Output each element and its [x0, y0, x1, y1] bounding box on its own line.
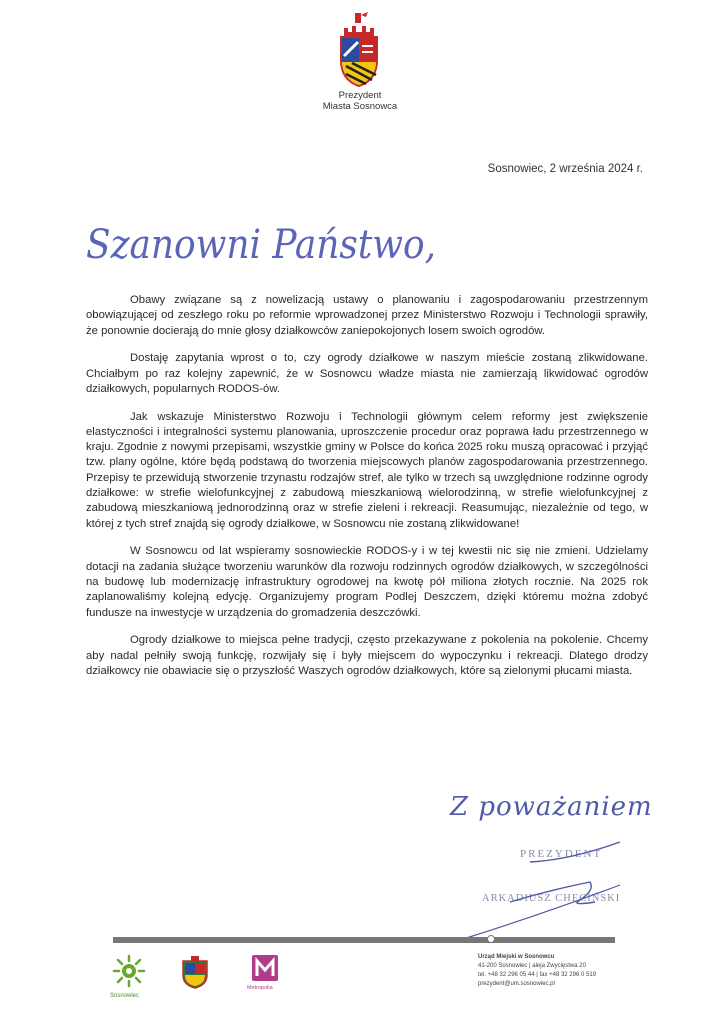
letter-body — [86, 293, 648, 691]
office-line-1: Prezydent — [338, 90, 382, 101]
metropolia-logo-icon — [252, 955, 278, 985]
metropolia-logo-label: Metropolia — [247, 985, 273, 991]
sosnowiec-sun-logo-icon — [112, 954, 146, 994]
signature-scribble-icon — [420, 790, 680, 940]
footer-rule-dot — [487, 935, 495, 943]
salutation — [86, 200, 486, 280]
paragraph-4: W Sosnowcu od lat wspieramy sosnowieckie RODOS-y i w tej kwestii nic się nie zmieni. Udzielamy dotacji na zadania służące tworzeniu warunków dla rozwoju rodzinnych ogrodów działkowych, w szczególności na budowę lub modernizację infrastruktury ogrodowej na kwotę pół miliona złotych rocznie. Na 2025 rok zaplanowaliśmy kolejną edycję. Organizujemy program Podlej Deszczem, dzięki któremu można zdobyć fundusze na inwestycje w urządzenia do gromadzenia deszczówki. — [86, 545, 648, 619]
contact-address: 41-200 Sosnowiec | aleja Zwycięstwa 20 — [478, 963, 586, 969]
stamp-title: PREZYDENT — [520, 848, 603, 860]
paragraph-1: Obawy związane są z nowelizacją ustawy o planowaniu i zagospodarowaniu przestrzennym obowiązującej od zeszłego roku po reformie wprowadzonej przez Ministerstwo Rozwoju i Technologii sprawiły, że ponownie docierają do mnie głosy działkowców zaniepokojonych losem swoich ogrodów. — [86, 294, 648, 337]
contact-name: Urząd Miejski w Sosnowcu — [478, 954, 555, 960]
closing-handwriting: Z poważaniem — [450, 792, 653, 822]
footer-rule — [113, 937, 615, 943]
stamp-name: ARKADIUSZ CHĘCIŃSKI — [482, 893, 621, 904]
paragraph-2: Dostaję zapytania wprost o to, czy ogrody działkowe w naszym mieście zostaną zlikwidowane. Chciałbym po raz kolejny zapewnić, że w Sosnowcu władze miasta nie zamierzają likwidować ogrodów działkowych, popularnych RODOS-ów. — [86, 352, 648, 395]
paragraph-5: Ogrody działkowe to miejsca pełne tradycji, często przekazywane z pokolenia na pokolenie. Chcemy aby nadal pełniły swoją funkcję, rozwijały się i były miejscem do wypoczynku i rekreacji. Dlatego drodzy działkowcy nie obawiacie się o przyszłość Waszych ogrodów działkowych, które są zielonymi płucami miasta. — [86, 634, 648, 677]
paragraph-3: Jak wskazuje Ministerstwo Rozwoju i Technologii głównym celem reformy jest zwiększenie elastyczności i integralności systemu planowania, uproszczenie procedur oraz poprawa ładu przestrzennego w kraju. Zgodnie z nowymi przepisami, wszystkie gminy w Polsce do końca 2025 roku muszą opracować i przyjąć tzw. plany ogólne, które będą podstawą do tworzenia miejscowych planów zagospodarowania przestrzennego. Przepisy te przewidują stworzenie trzynastu rodzajów stref, ale tylko w trzech są uwzględnione rodzinne ogrody działkowe: w strefie wielofunkcyjnej z zabudową mieszkaniową wielorodzinną, w strefie wielofunkcyjnej z zabudową mieszkaniową jednorodzinną oraz w strefie zieleni i rekreacji. Reasumując, niezależnie od tego, w której z tych stref znajdą się ogrody działkowe, w Sosnowcu nie zostaną zlikwidowane! — [86, 410, 648, 530]
office-line-2: Miasta Sosnowca — [322, 101, 398, 112]
city-shield-logo-icon — [181, 955, 209, 989]
coat-of-arms-icon — [336, 10, 382, 88]
sosnowiec-logo-label: Sosnowiec — [110, 993, 140, 999]
office-heading — [250, 90, 470, 112]
signature-block — [420, 790, 680, 930]
footer-contact — [478, 953, 596, 989]
date-line: Sosnowiec, 2 września 2024 r. — [487, 163, 643, 175]
contact-email: prezydent@um.sosnowiec.pl — [478, 981, 555, 987]
salutation-handwriting — [86, 200, 486, 280]
salutation-text: Szanowni Państwo, — [86, 222, 436, 268]
contact-phone: tel. +48 32 296 05 44 | fax +48 32 296 0 519 — [478, 972, 596, 978]
